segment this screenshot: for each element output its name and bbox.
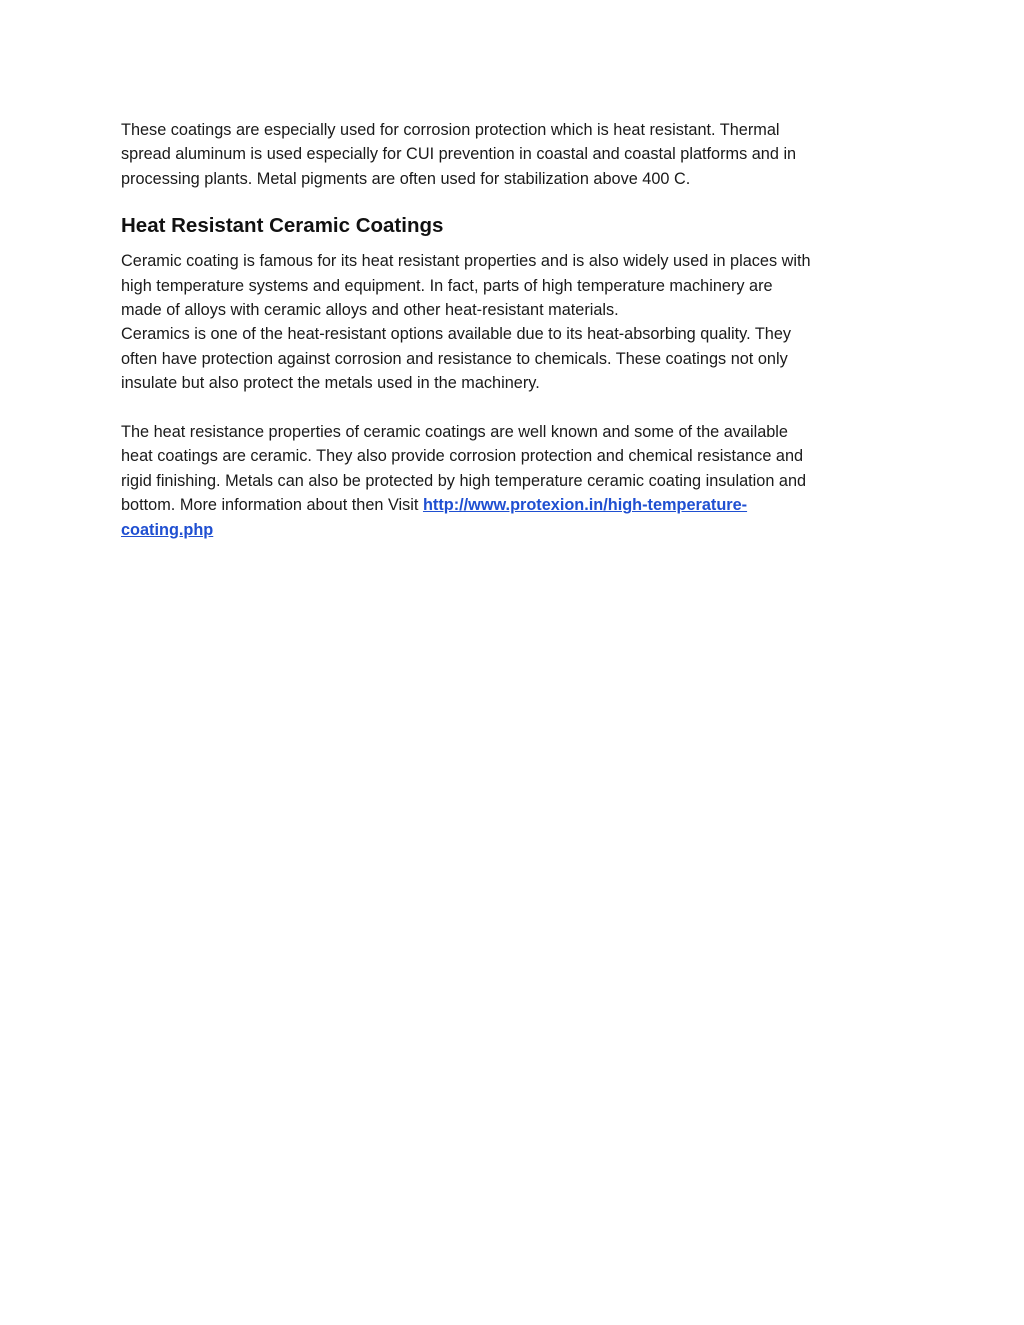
paragraph-heat-resistance-text: The heat resistance properties of ceramic coatings are well known and some of the available heat coatings are ceramic. They also provide corrosion protection and chemical resistance and rigid finishing. Metals can also be protected by high temperature ceramic coating insulation and bottom. More information about then Visit bbox=[121, 423, 807, 515]
document-page bbox=[121, 118, 911, 542]
paragraph-ceramic-coating: Ceramic coating is famous for its heat resistant properties and is also widely used in places with high temperature systems and equipment. In fact, parts of high temperature machinery are made of alloys with ceramic alloys and other heat-resistant materials. bbox=[121, 252, 811, 320]
intro-paragraph: These coatings are especially used for corrosion protection which is heat resistant. Thermal spread aluminum is used especially for CUI prevention in coastal and coastal platforms and in processing plants. Metal pigments are often used for stabilization above 400 C. bbox=[121, 121, 797, 188]
paragraph-spacer bbox=[121, 396, 911, 420]
paragraph-ceramics-options: Ceramics is one of the heat-resistant options available due to its heat-absorbing quality. They often have protection against corrosion and resistance to chemicals. These coatings not only insulate but also protect the metals used in the machinery. bbox=[121, 325, 792, 393]
section-heading: Heat Resistant Ceramic Coatings bbox=[121, 214, 444, 238]
paragraph-heat-resistance bbox=[121, 420, 911, 542]
protexion-link[interactable]: http://www.protexion.in/high-temperature- coating.php bbox=[121, 496, 748, 539]
